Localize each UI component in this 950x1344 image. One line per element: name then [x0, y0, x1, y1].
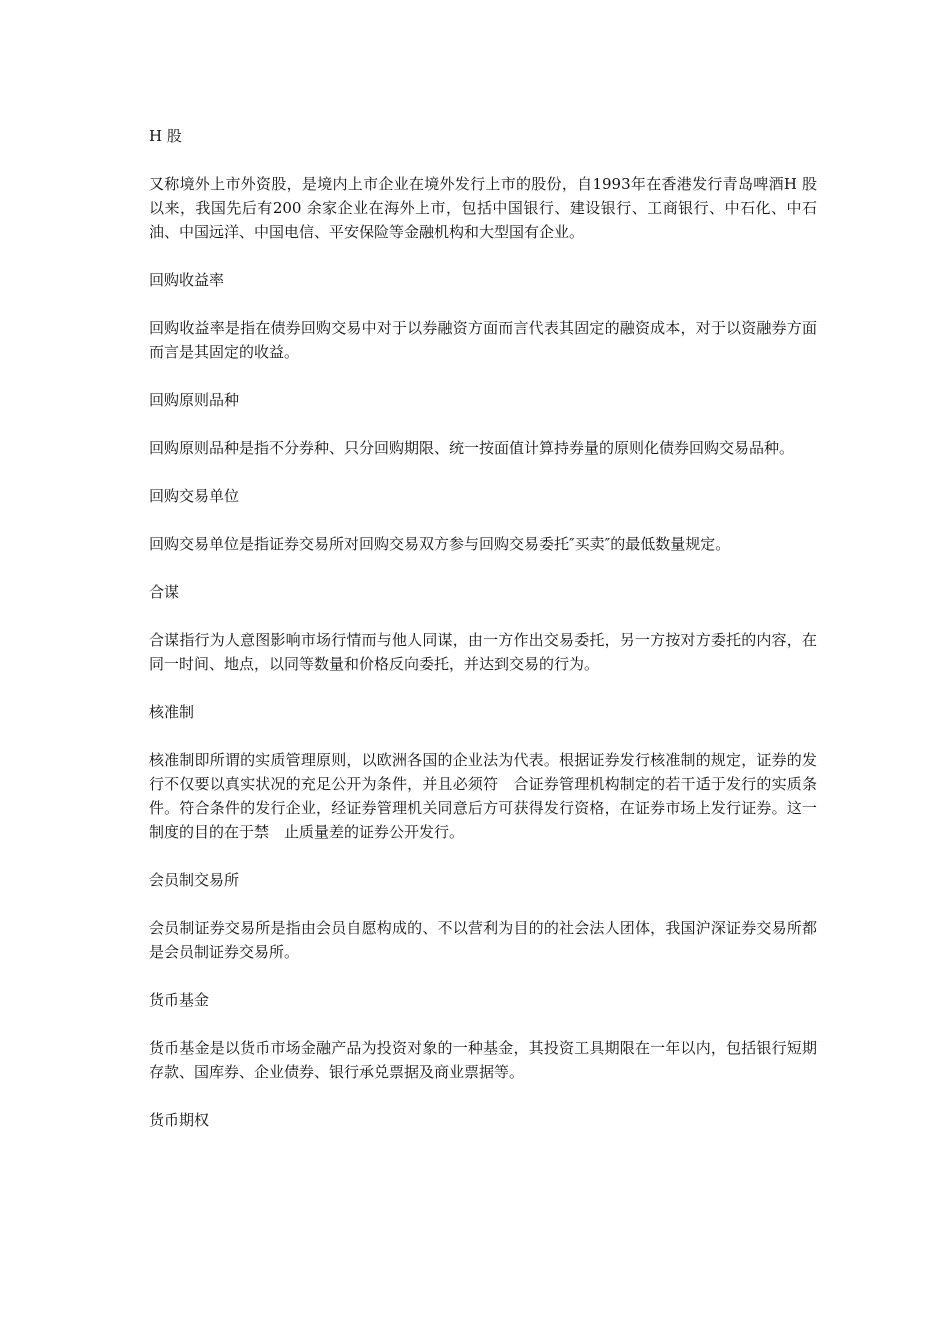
glossary-entry-approval-system	[149, 700, 817, 844]
term-definition: 回购原则品种是指不分券种、只分回购期限、统一按面值计算持券量的原则化债券回购交易品种。	[149, 439, 795, 457]
term-heading: 核准制	[149, 703, 195, 721]
glossary-entry-membership-exchange	[149, 868, 817, 964]
glossary-entry-collusion	[149, 580, 817, 676]
term-heading: 会员制交易所	[149, 871, 240, 889]
glossary-entry-h-share	[149, 124, 817, 244]
term-heading: 货币期权	[149, 1111, 210, 1129]
glossary-entry-currency-option	[149, 1108, 817, 1132]
term-definition: 货币基金是以货币市场金融产品为投资对象的一种基金，其投资工具期限在一年以内，包括银行短期存款、国库券、企业债券、银行承兑票据及商业票据等。	[149, 1039, 817, 1081]
document-page	[149, 124, 817, 1156]
term-heading: 合谋	[149, 583, 180, 601]
term-heading: 回购交易单位	[149, 487, 240, 505]
term-heading: 回购收益率	[149, 271, 225, 289]
glossary-entry-repo-standard-variety	[149, 388, 817, 460]
term-definition: 合谋指行为人意图影响市场行情而与他人同谋，由一方作出交易委托，另一方按对方委托的内容，在同一时间、地点，以同等数量和价格反向委托，并达到交易的行为。	[149, 631, 817, 673]
term-definition: 核准制即所谓的实质管理原则，以欧洲各国的企业法为代表。根据证券发行核准制的规定，证券的发行不仅要以真实状况的充足公开为条件，并且必须符 合证券管理机构制定的若干适于发行的实质条件。符合条件的发行企业，经证券管理机关同意后方可获得发行资格，在证券市场上发行证券。这一制度的目的在于禁 止质量差的证券公开发行。	[149, 751, 817, 841]
term-heading: 回购原则品种	[149, 391, 240, 409]
term-heading: 货币基金	[149, 991, 210, 1009]
glossary-entry-repo-trading-unit	[149, 484, 817, 556]
term-definition: 回购收益率是指在债券回购交易中对于以券融资方面而言代表其固定的融资成本，对于以资融券方面而言是其固定的收益。	[149, 319, 817, 361]
term-heading: H 股	[149, 127, 182, 145]
term-definition: 又称境外上市外资股，是境内上市企业在境外发行上市的股份，自1993年在香港发行青岛啤酒H 股以来，我国先后有200 余家企业在海外上市，包括中国银行、建设银行、工商银行、中石化、中石油、中国远洋、中国电信、平安保险等金融机构和大型国有企业。	[149, 175, 817, 241]
term-definition: 会员制证券交易所是指由会员自愿构成的、不以营利为目的的社会法人团体，我国沪深证券交易所都是会员制证券交易所。	[149, 919, 817, 961]
glossary-entry-repo-yield	[149, 268, 817, 364]
glossary-entry-money-fund	[149, 988, 817, 1084]
term-definition: 回购交易单位是指证券交易所对回购交易双方参与回购交易委托″买卖″的最低数量规定。	[149, 535, 731, 553]
